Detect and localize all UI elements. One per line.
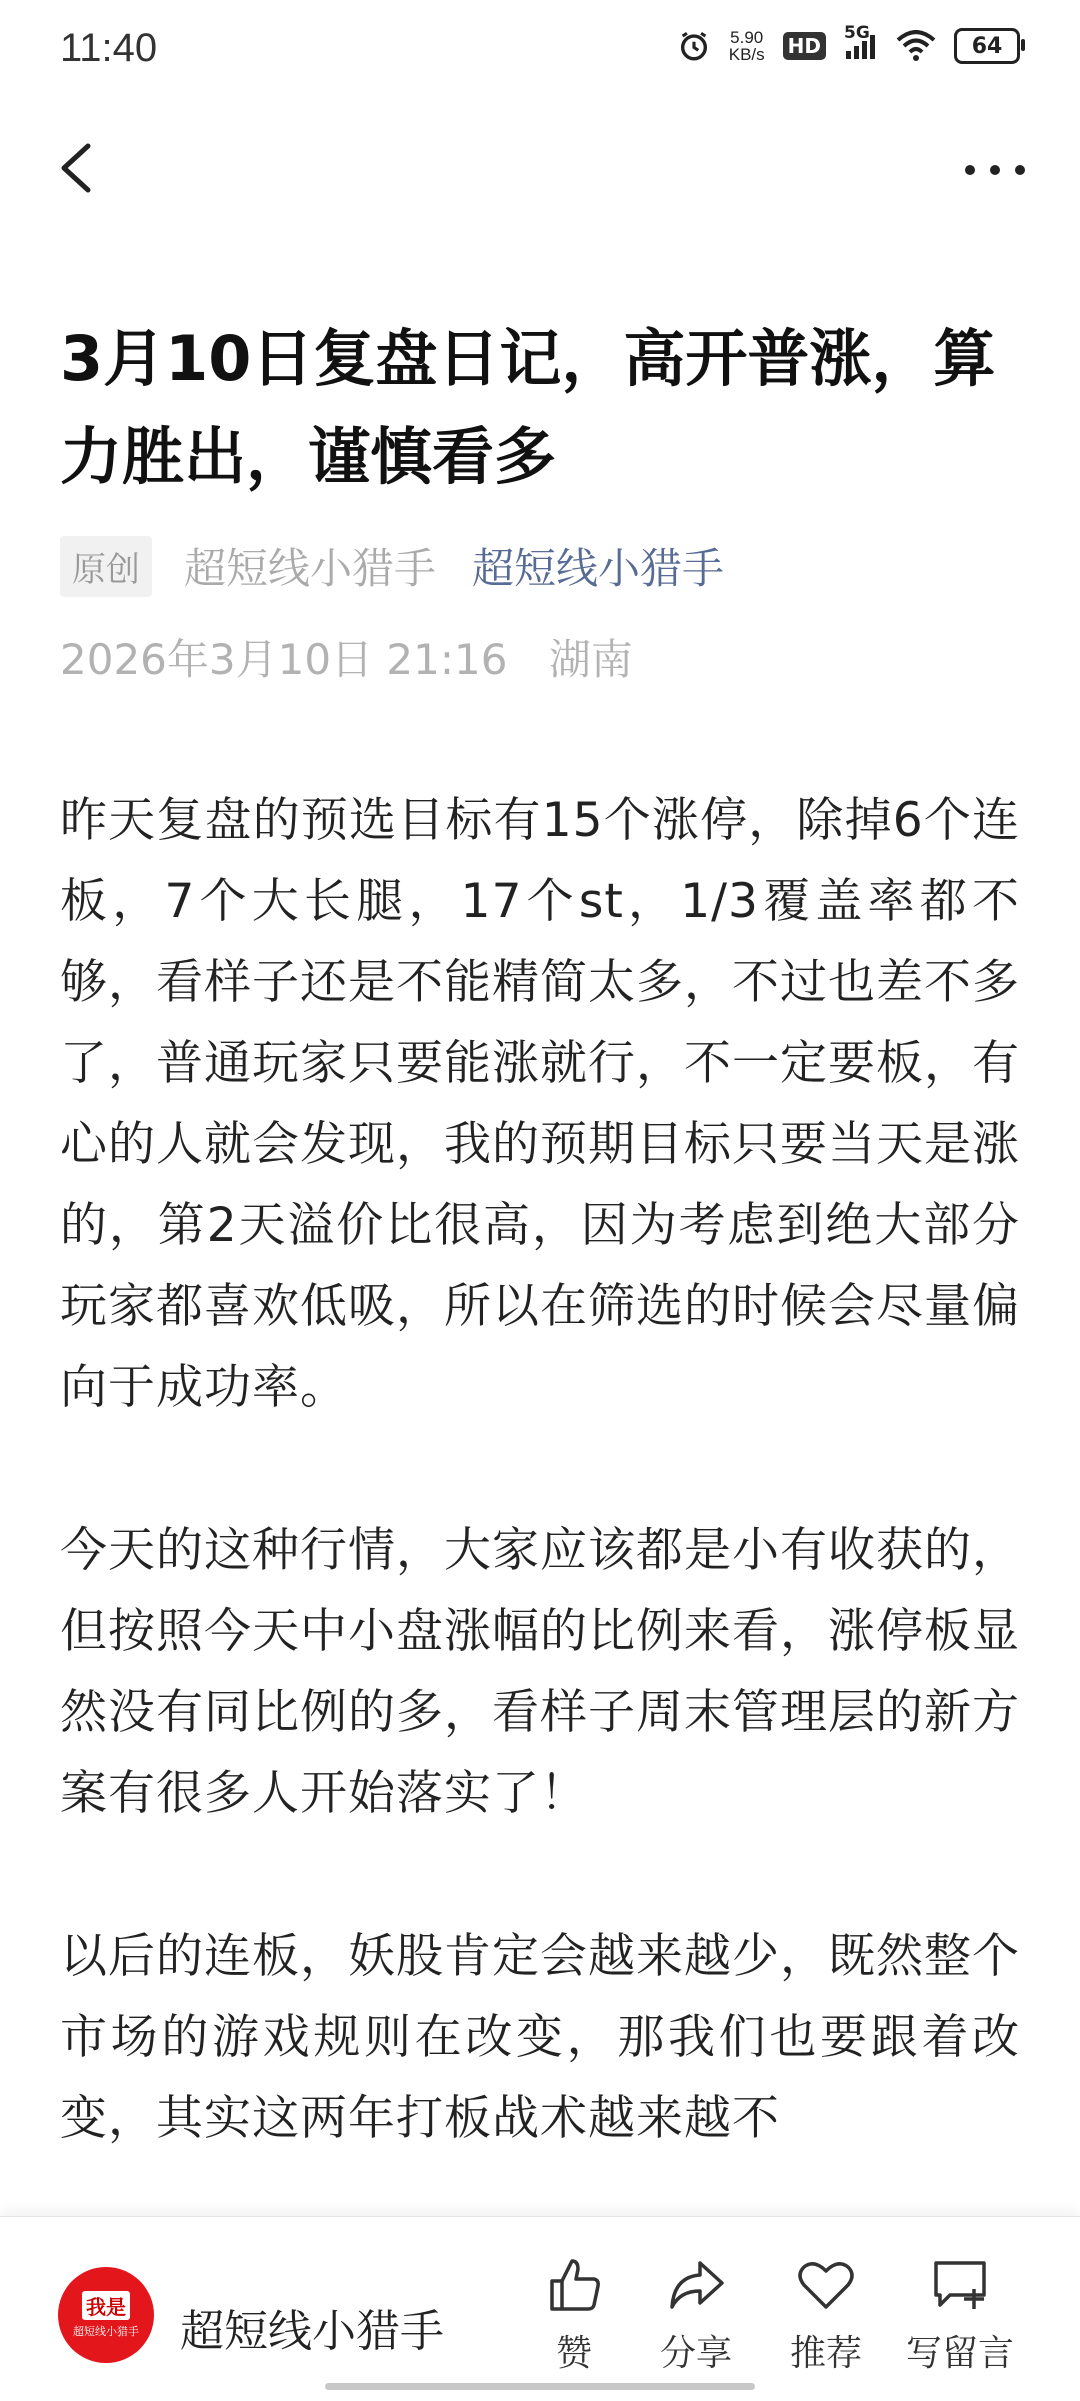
avatar-text: 我是: [82, 2291, 130, 2320]
account-link[interactable]: 超短线小猎手: [472, 544, 725, 593]
share-button[interactable]: [660, 2253, 732, 2376]
publish-info: [60, 627, 633, 687]
status-icons: [677, 23, 1020, 64]
avatar[interactable]: [58, 2267, 154, 2363]
net-speed-unit: KB/s: [728, 45, 765, 64]
recommend-label: 推荐: [790, 2333, 863, 2374]
recommend-button[interactable]: [790, 2253, 862, 2376]
publish-location: 湖南: [548, 635, 633, 684]
bottom-account-name[interactable]: 超短线小猎手: [180, 2306, 444, 2357]
alarm-icon: [677, 29, 711, 63]
home-indicator[interactable]: [325, 2383, 755, 2390]
comment-label: 写留言: [906, 2333, 1015, 2374]
comment-button[interactable]: [906, 2253, 1014, 2376]
more-dots-icon: [960, 150, 1030, 190]
publish-date: 2026年3月10日 21:16: [60, 635, 508, 684]
nav-bar: [0, 120, 1080, 220]
article-paragraph: 以后的连板，妖股肯定会越来越少，既然整个市场的游戏规则在改变，那我们也要跟着改变，其实这两年打板战术越来越不: [60, 1929, 1020, 2146]
author-name: 超短线小猎手: [184, 544, 437, 593]
signal-label: 5G: [844, 23, 870, 43]
avatar-subtext: 超短线小猎手: [73, 2325, 139, 2338]
article-paragraph: 昨天复盘的预选目标有15个涨停，除掉6个连板，7个大长腿，17个st，1/3覆盖率都不够，看样子还是不能精简太多，不过也差不多了，普通玩家只要能涨就行，不一定要板，有心的人就会发现，我的预期目标只要当天是涨的，第2天溢价比很高，因为考虑到绝大部分玩家都喜欢低吸，所以在筛选的时候会尽量偏向于成功率。: [60, 793, 1020, 1415]
status-time: 11:40: [60, 26, 158, 70]
original-badge: 原创: [60, 536, 152, 597]
article-title: 3月10日复盘日记，高开普涨，算力胜出，谨慎看多: [60, 322, 996, 493]
article-body: [60, 780, 1020, 2241]
more-button[interactable]: [960, 150, 1030, 190]
share-label: 分享: [660, 2333, 733, 2374]
comment-add-icon: [928, 2253, 992, 2317]
like-label: 赞: [555, 2333, 592, 2374]
like-button[interactable]: [542, 2253, 606, 2376]
thumbs-up-icon: [542, 2253, 606, 2317]
article-meta: [60, 536, 724, 596]
net-speed: [729, 29, 765, 63]
hd-icon: HD: [783, 32, 826, 60]
share-arrow-icon: [664, 2253, 728, 2317]
battery-icon: [954, 28, 1020, 64]
status-bar: [0, 0, 1080, 100]
battery-level: 64: [971, 33, 1003, 59]
back-arrow-icon: [50, 138, 110, 198]
net-speed-value: 5.90: [730, 28, 764, 47]
heart-icon: [794, 2253, 858, 2317]
wifi-icon: [896, 30, 936, 62]
article-paragraph: 今天的这种行情，大家应该都是小有收获的，但按照今天中小盘涨幅的比例来看，涨停板显然没有同比例的多，看样子周末管理层的新方案有很多人开始落实了！: [60, 1523, 1020, 1821]
signal-indicator: [844, 23, 878, 61]
back-button[interactable]: [50, 138, 110, 198]
bottom-action-bar: [0, 2216, 1080, 2401]
